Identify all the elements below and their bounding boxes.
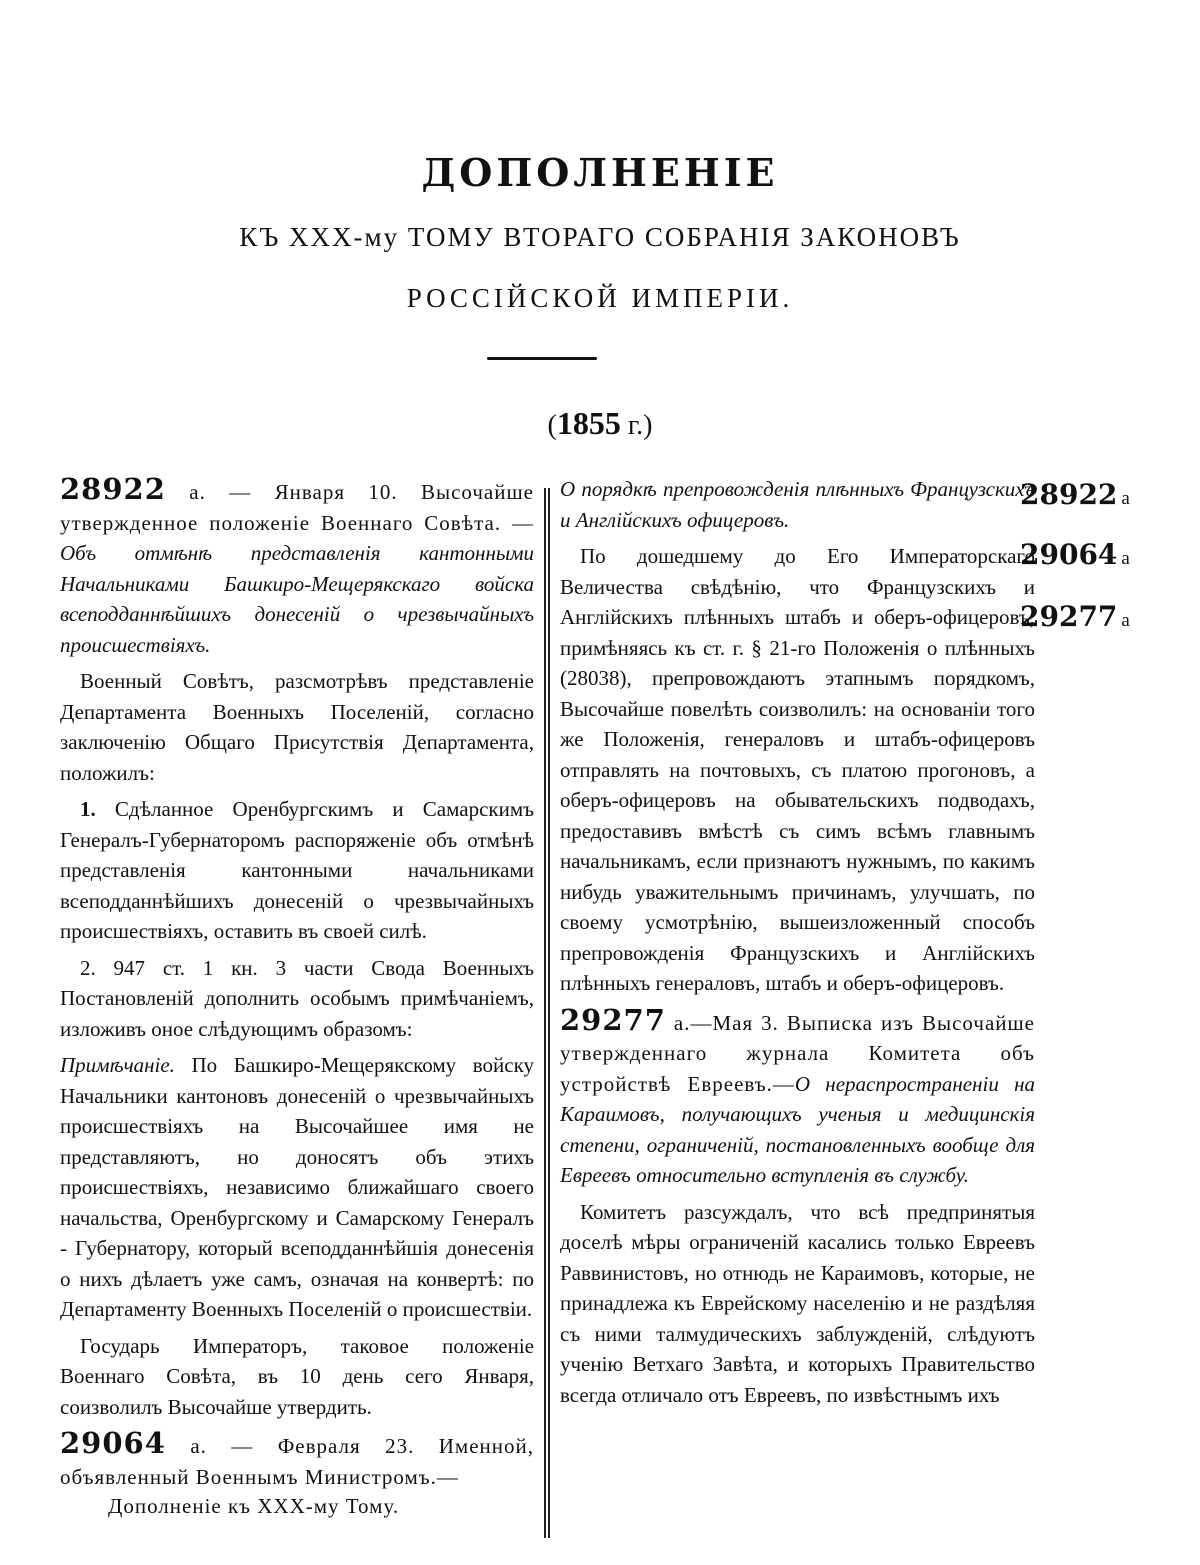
item-2: 2. 947 ст. 1 кн. 3 части Свода Военныхъ Постановленій дополнить особымъ примѣчаніемъ, изложивъ оное слѣдующимъ образомъ: bbox=[60, 955, 534, 1041]
margin-ref-number: 28922 bbox=[1020, 478, 1118, 511]
paragraph-final: Государь Императоръ, таковое положеніе Военнаго Совѣта, въ 10 день сего Января, соизволилъ Высочайше утвердить. bbox=[60, 1333, 534, 1419]
year-suffix: г.) bbox=[620, 410, 653, 441]
law-heading: а. — Февраля 23. Именной, объявленный Военнымъ Министромъ.— bbox=[60, 1434, 534, 1489]
page-title: ДОПОЛНЕНІЕ bbox=[421, 150, 779, 195]
law-title: Объ отмѣнѣ представленія кантонными Начальниками Башкиро-Мещерякскаго войска всеподданнѣйшихъ донесеній о чрезвычайныхъ происшествіяхъ. bbox=[60, 541, 534, 657]
law-number: 29277 bbox=[560, 1002, 666, 1037]
margin-ref-number: 29064 bbox=[1020, 538, 1118, 571]
item-1-number: 1. bbox=[80, 797, 96, 821]
paragraph: Комитетъ разсуждалъ, что всѣ предпринятыя доселѣ мѣры ограниченій касались только Евреевъ Раввинистовъ, но отнюдь не Караимовъ, которые, не принадлежа къ Еврейскому населенію и не раздѣляя съ ними талмудическихъ заблужденій, слѣдуютъ ученію Ветхаго Завѣта, и которыхъ Правительство всегда отличало отъ Евреевъ, по извѣстнымъ ихъ bbox=[560, 1199, 1035, 1407]
paragraph: По дошедшему до Его Императорскаго Величества свѣдѣнію, что Французскихъ и Англійскихъ плѣнныхъ штабъ и оберъ-офицеровъ, примѣняясь къ ст. г. § 21-го Положенія о плѣнныхъ (28038), препровождаютъ этапнымъ порядкомъ, Высочайше повелѣть соизволилъ: на основаніи того же Положенія, генераловъ и штабъ-офицеровъ отправлять на почтовыхъ, съ платою прогоновъ, а оберъ-офицеровъ на обывательскихъ подводахъ, предоставивъ вмѣстѣ съ симъ всѣмъ главнымъ начальникамъ, если признаютъ нужнымъ, по какимъ нибудь уважительнымъ причинамъ, улучшать, по своему усмотрѣнію, вышеизложенный способъ препровожденія Французскихъ и Англійскихъ плѣнныхъ генераловъ, штабъ и оберъ-офицеровъ. bbox=[560, 544, 1035, 995]
paragraph: Военный Совѣтъ, разсмотрѣвъ представленіе Департамента Военныхъ Поселеній, согласно заключенію Общаго Присутствія Департамента, положилъ: bbox=[60, 669, 534, 785]
right-column bbox=[560, 474, 1035, 1416]
law-29064-title: О порядкѣ препровожденія плѣнныхъ Французскихъ и Англійскихъ офицеровъ. bbox=[560, 477, 1035, 532]
margin-ref-suffix: а bbox=[1121, 488, 1130, 509]
year-heading bbox=[0, 405, 1200, 442]
law-number: 29064 bbox=[60, 1426, 166, 1460]
page-subtitle-line2: РОССІЙСКОЙ ИМПЕРІИ. bbox=[406, 283, 794, 313]
margin-ref bbox=[1020, 478, 1130, 511]
law-number: 28922 bbox=[60, 472, 166, 506]
margin-ref-number: 29277 bbox=[1020, 600, 1118, 633]
column-divider-left bbox=[544, 488, 546, 1538]
page-footer: Дополненіе къ XXX-му Тому. bbox=[108, 1494, 400, 1518]
law-heading: а. — Января 10. Высочайше утвержденное положеніе Военнаго Совѣта. — bbox=[60, 480, 534, 535]
year-number: 1855 bbox=[556, 405, 621, 441]
title-rule bbox=[487, 357, 597, 360]
note bbox=[60, 1050, 534, 1325]
law-29064-heading bbox=[60, 1428, 534, 1492]
note-text: По Башкиро-Мещерякскому войску Начальники кантоновъ донесеній о чрезвычайныхъ происшествіяхъ на Высочайшее имя не представляютъ, но доносятъ объ этихъ происшествіяхъ, независимо ближайшаго своего начальства, Оренбургскому и Самарскому Генералъ - Губернатору, который всеподданнѣйшія донесенія о нихъ дѣлаетъ уже самъ, означая на конвертѣ: по Департаменту Военныхъ Поселеній о происшествіи. bbox=[60, 1053, 534, 1321]
margin-ref-suffix: а bbox=[1121, 548, 1130, 569]
year-open: ( bbox=[547, 410, 557, 441]
margin-ref bbox=[1020, 538, 1130, 571]
law-heading: а.—Мая 3. Выписка изъ Высочайше утвержденнаго журнала Комитета объ устройствѣ Евреевъ.— bbox=[560, 1010, 1035, 1096]
note-label: Примѣчаніе. bbox=[60, 1053, 175, 1077]
margin-ref-suffix: а bbox=[1121, 610, 1130, 631]
page-subtitle-line1: КЪ XXX-му ТОМУ ВТОРАГО СОБРАНІЯ ЗАКОНОВЪ bbox=[239, 222, 961, 252]
law-28922-heading bbox=[60, 474, 534, 660]
left-column bbox=[60, 474, 534, 1498]
law-title: О нераспространеніи на Караимовъ, получающихъ ученыя и медицинскія степени, ограниченій, постановленныхъ вообще для Евреевъ относительно вступленія въ службу. bbox=[560, 1071, 1035, 1187]
item-1 bbox=[60, 794, 534, 947]
column-divider-right bbox=[548, 488, 550, 1538]
item-1-text: Сдѣланное Оренбургскимъ и Самарскимъ Генералъ-Губернаторомъ распоряженіе объ отмѣнѣ представленія кантонными начальниками всеподданнѣйшихъ донесеній о чрезвычайныхъ происшествіяхъ, оставить въ своей силѣ. bbox=[60, 797, 534, 943]
margin-ref bbox=[1020, 600, 1130, 633]
law-29277-heading bbox=[560, 1002, 1035, 1191]
